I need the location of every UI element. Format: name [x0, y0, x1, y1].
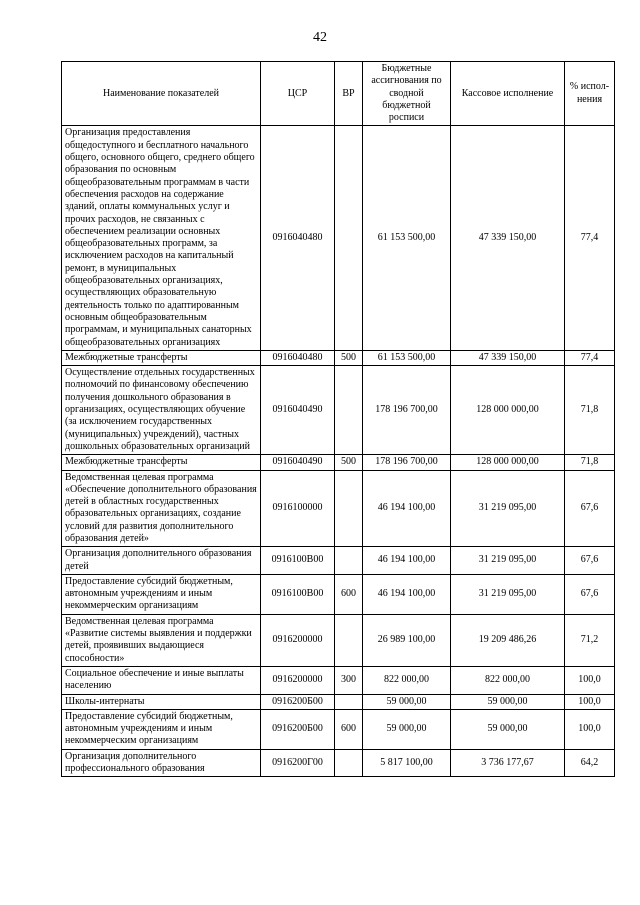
cell-name: Организация дополнительного профессионального образования	[62, 749, 261, 777]
header-csr: ЦСР	[261, 62, 335, 126]
header-budget: Бюджетные ассигнования по сводной бюджетной росписи	[363, 62, 451, 126]
cell-budget: 178 196 700,00	[363, 455, 451, 470]
cell-name: Предоставление субсидий бюджетным, автономным учреждениям и иным некоммерческим организациям	[62, 709, 261, 749]
cell-name: Организация дополнительного образования детей	[62, 547, 261, 575]
table-row	[62, 455, 615, 470]
cell-cash: 3 736 177,67	[451, 749, 565, 777]
cell-cash: 822 000,00	[451, 666, 565, 694]
cell-csr: 0916100В00	[261, 547, 335, 575]
cell-vr	[335, 126, 363, 350]
cell-csr: 0916200Б00	[261, 694, 335, 709]
table-row	[62, 547, 615, 575]
cell-pct: 77,4	[565, 350, 615, 365]
table-row	[62, 749, 615, 777]
cell-pct: 77,4	[565, 126, 615, 350]
table-row	[62, 614, 615, 666]
cell-budget: 61 153 500,00	[363, 126, 451, 350]
cell-vr: 500	[335, 350, 363, 365]
cell-pct: 71,8	[565, 366, 615, 455]
cell-vr	[335, 749, 363, 777]
cell-budget: 59 000,00	[363, 709, 451, 749]
cell-budget: 46 194 100,00	[363, 547, 451, 575]
table-row	[62, 666, 615, 694]
cell-vr	[335, 694, 363, 709]
cell-vr: 500	[335, 455, 363, 470]
cell-csr: 0916200000	[261, 666, 335, 694]
cell-cash: 31 219 095,00	[451, 470, 565, 547]
cell-budget: 46 194 100,00	[363, 574, 451, 614]
cell-vr: 600	[335, 709, 363, 749]
cell-cash: 19 209 486,26	[451, 614, 565, 666]
cell-pct: 67,6	[565, 547, 615, 575]
cell-budget: 178 196 700,00	[363, 366, 451, 455]
cell-name: Межбюджетные трансферты	[62, 455, 261, 470]
table-row	[62, 694, 615, 709]
cell-pct: 100,0	[565, 694, 615, 709]
cell-budget: 61 153 500,00	[363, 350, 451, 365]
cell-pct: 100,0	[565, 666, 615, 694]
table-row	[62, 350, 615, 365]
cell-name: Школы-интернаты	[62, 694, 261, 709]
header-vr: ВР	[335, 62, 363, 126]
cell-csr: 0916200Б00	[261, 709, 335, 749]
cell-name: Осуществление отдельных государственных полномочий по финансовому обеспечению получения дошкольного образования в организациях, осуществляющих обучение (за исключением государственных (муниципальных) учреждений), частных дошкольных образовательных организаций	[62, 366, 261, 455]
cell-pct: 67,6	[565, 470, 615, 547]
cell-csr: 0916100000	[261, 470, 335, 547]
cell-name: Предоставление субсидий бюджетным, автономным учреждениям и иным некоммерческим организациям	[62, 574, 261, 614]
cell-name: Социальное обеспечение и иные выплаты населению	[62, 666, 261, 694]
cell-cash: 59 000,00	[451, 709, 565, 749]
header-pct: % испол-нения	[565, 62, 615, 126]
cell-vr	[335, 547, 363, 575]
cell-name: Ведомственная целевая программа «Развитие системы выявления и поддержки детей, проявивших выдающиеся способности»	[62, 614, 261, 666]
cell-cash: 59 000,00	[451, 694, 565, 709]
cell-pct: 67,6	[565, 574, 615, 614]
table-row	[62, 366, 615, 455]
cell-vr	[335, 470, 363, 547]
header-row	[62, 62, 615, 126]
cell-csr: 0916100В00	[261, 574, 335, 614]
cell-cash: 128 000 000,00	[451, 455, 565, 470]
cell-budget: 5 817 100,00	[363, 749, 451, 777]
cell-csr: 0916040490	[261, 366, 335, 455]
table-row	[62, 709, 615, 749]
cell-csr: 0916040480	[261, 126, 335, 350]
cell-budget: 59 000,00	[363, 694, 451, 709]
table-row	[62, 574, 615, 614]
cell-csr: 0916200000	[261, 614, 335, 666]
cell-csr: 0916040480	[261, 350, 335, 365]
cell-vr	[335, 614, 363, 666]
cell-name: Ведомственная целевая программа «Обеспечение дополнительного образования детей в областных государственных образовательных организациях, создание условий для развития дополнительного образования детей»	[62, 470, 261, 547]
cell-pct: 100,0	[565, 709, 615, 749]
cell-csr: 0916040490	[261, 455, 335, 470]
cell-pct: 71,8	[565, 455, 615, 470]
cell-csr: 0916200Г00	[261, 749, 335, 777]
table-row	[62, 126, 615, 350]
cell-cash: 47 339 150,00	[451, 350, 565, 365]
cell-cash: 128 000 000,00	[451, 366, 565, 455]
cell-vr	[335, 366, 363, 455]
header-name: Наименование показателей	[62, 62, 261, 126]
table-row	[62, 470, 615, 547]
cell-cash: 31 219 095,00	[451, 574, 565, 614]
cell-cash: 31 219 095,00	[451, 547, 565, 575]
cell-pct: 71,2	[565, 614, 615, 666]
header-cash: Кассовое исполнение	[451, 62, 565, 126]
cell-budget: 822 000,00	[363, 666, 451, 694]
cell-pct: 64,2	[565, 749, 615, 777]
cell-budget: 46 194 100,00	[363, 470, 451, 547]
cell-vr: 600	[335, 574, 363, 614]
budget-execution-table	[61, 61, 615, 777]
cell-name: Организация предоставления общедоступного и бесплатного начального общего, основного общего, среднего общего образования по основным общеобразовательным программам в части обеспечения расходов на содержание зданий, оплаты коммунальных услуг и прочих расходов, не связанных с обеспечением реализации основных общеобразовательных программ, за исключением расходов на капитальный ремонт, в муниципальных общеобразовательных организациях, осуществляющих образовательную деятельность только по адаптированным основным общеобразовательным программам, и муниципальных санаторных общеобразовательных организациях	[62, 126, 261, 350]
cell-budget: 26 989 100,00	[363, 614, 451, 666]
cell-cash: 47 339 150,00	[451, 126, 565, 350]
cell-name: Межбюджетные трансферты	[62, 350, 261, 365]
cell-vr: 300	[335, 666, 363, 694]
page-number: 42	[313, 30, 327, 45]
